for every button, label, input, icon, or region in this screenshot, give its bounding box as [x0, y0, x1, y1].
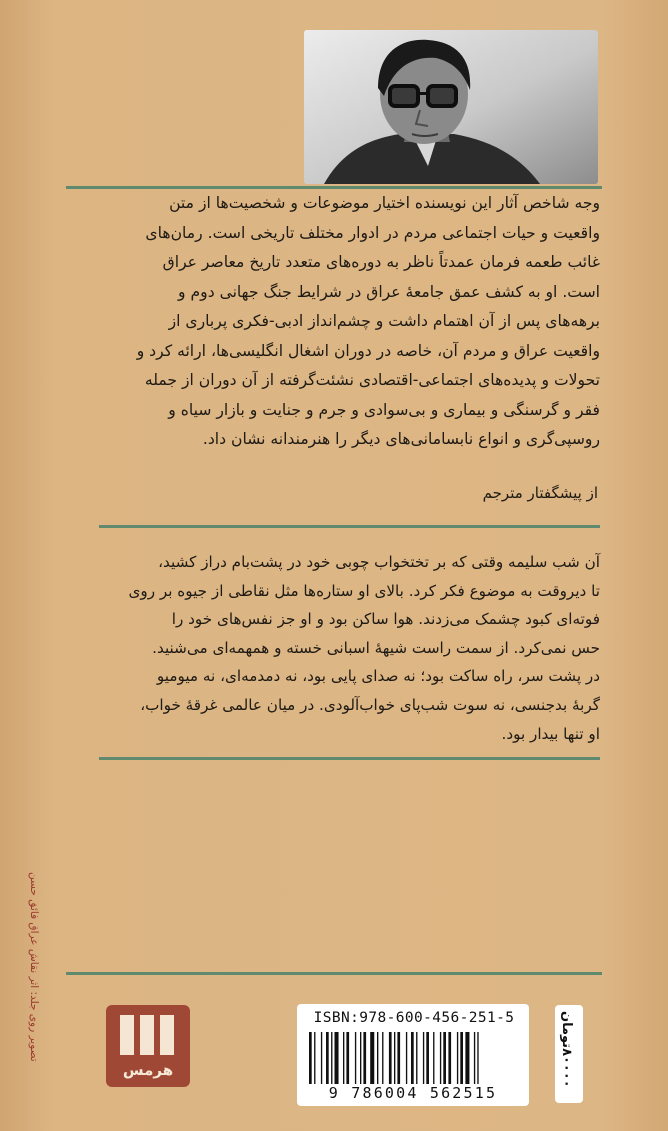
excerpt-paragraph: [104, 548, 600, 748]
excerpt-line: آن شب سلیمه وقتی که بر تختخواب چوبی خود در پشت‌بام دراز کشید،: [158, 553, 600, 571]
barcode-bars: [307, 1032, 519, 1084]
attribution: از پیشگفتار مترجم: [482, 484, 598, 502]
cover-image-credit: تصویر روی جلد: اثر نقاش عراق فائق حسن: [28, 872, 40, 1062]
description-line: روسپی‌گری و انواع نابسامانی‌های دیگر را هنرمندانه نشان داد.: [202, 430, 600, 448]
description-line: غائب طعمه فرمان عمدتاً ناظر به دوره‌های متعدد تاریخ معاصر عراق: [162, 253, 600, 271]
description-line: وجه شاخص آثار این نویسنده اختیار موضوعات و شخصیت‌ها از متن: [169, 194, 600, 212]
description-line: واقعیت و حیات اجتماعی مردم در ادوار مختلف تاریخی است. رمان‌های: [145, 223, 600, 242]
excerpt-line: حس نمی‌کرد. از سمت راست شیههٔ اسبانی خسته و همهمه‌ای می‌شنید.: [152, 638, 600, 657]
excerpt-line: در پشت سر، راه ساکت بود؛ نه صدای پایی بود، نه دمدمه‌ای، نه میومیو: [156, 667, 600, 686]
publisher-name: هرمس: [122, 1061, 174, 1079]
author-portrait-image: [304, 30, 598, 184]
description-line: برهه‌های پس از آن اهتمام داشت و چشم‌انداز ادبی-فکری پرباری از: [168, 312, 600, 330]
barcode-digits: 9 786004 562515: [328, 1084, 498, 1102]
bottom-divider: [66, 972, 602, 975]
lower-divider: [99, 757, 600, 760]
publisher-logo: [106, 1005, 190, 1087]
description-line: است. او به کشف عمق جامعهٔ عراق در شرایط جنگ جهانی دوم و: [178, 282, 600, 301]
isbn-label: ISBN:978-600-456-251-5: [313, 1010, 515, 1026]
barcode: [297, 1004, 529, 1106]
description-line: واقعیت عراق و مردم آن، خاصه در دوران اشغال انگلیسی‌ها، ارائه کرد و: [136, 341, 600, 360]
price-text: ۸۰۰۰۰تومان: [559, 1011, 574, 1088]
price-tag: [555, 1005, 583, 1103]
middle-divider: [99, 525, 600, 528]
description-line: فقر و گرسنگی و بیماری و بی‌سوادی و جرم و جنایت و بازار سیاه و: [168, 400, 600, 419]
excerpt-line: تا دیروقت به موضوع فکر کرد. بالای او ستاره‌ها مثل نقاطی از جیوه بر روی: [128, 581, 600, 600]
description-line: تحولات و پدیده‌های اجتماعی-اقتصادی نشئت‌گرفته از آن دوران از جمله: [144, 371, 600, 389]
excerpt-line: گربهٔ بدجنسی، نه سوت شب‌پای خواب‌آلودی. در میان عالمی غرقهٔ خواب،: [140, 695, 600, 714]
description-paragraph: [104, 189, 600, 455]
excerpt-line: فوته‌ای کبود چشمک می‌زدند. هوا ساکن بود و او جز نفس‌های خود را: [171, 610, 600, 629]
excerpt-line: او تنها بیدار بود.: [501, 724, 600, 743]
author-photo: [304, 30, 598, 184]
